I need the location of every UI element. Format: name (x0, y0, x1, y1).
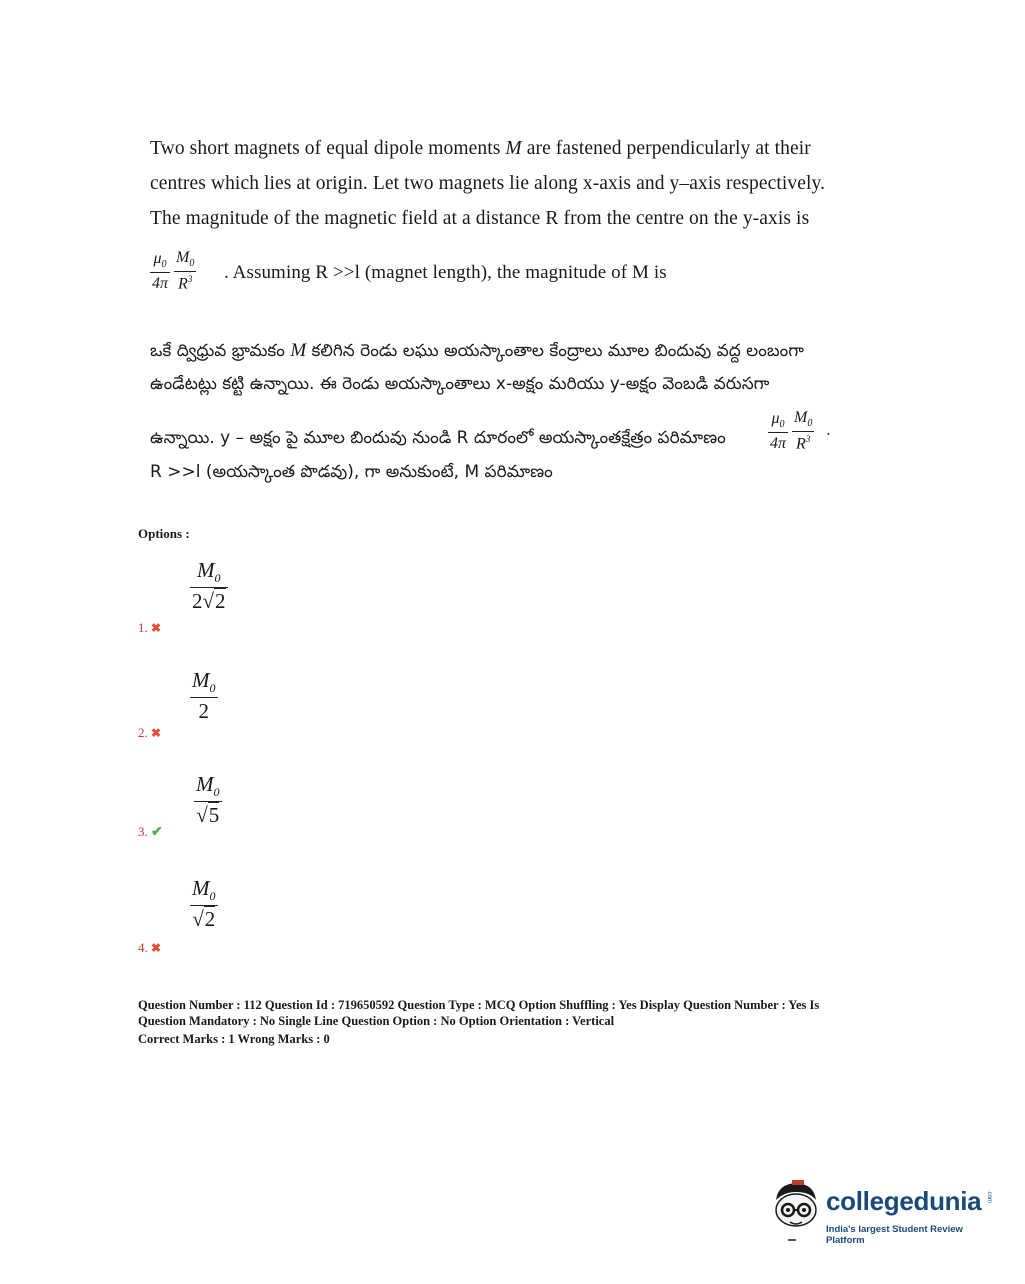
option-4-formula[interactable]: $\frac{M_0}{√2}$ (192, 876, 216, 932)
sqrt-symbol: √ (196, 803, 208, 828)
mascot-icon (766, 1178, 824, 1246)
m0-over-r3-te: $\frac{M_0}{R^3}$ (794, 409, 813, 453)
brand-name: collegedunia (826, 1186, 982, 1216)
option-4-number: 4. (138, 940, 148, 955)
option-1-label (138, 620, 161, 636)
sqrt-symbol: √ (192, 907, 204, 932)
option-2-label (138, 725, 161, 741)
brand-tagline: India's largest Student Review Platform (826, 1224, 963, 1246)
mu-over-4pi: $\frac{\mu_0}{4\pi}$ (152, 249, 169, 292)
field-formula-te (768, 410, 830, 453)
option-1-formula[interactable]: $\frac{M_0}{2√2}$ (192, 558, 226, 614)
question-en-line-1: Two short magnets of equal dipole moments M are fastened perpendicularly at their (150, 138, 811, 159)
question-te-line-2: ఉండేటట్లు కట్టి ఉన్నాయి. ఈ రెండు అయస్కాంతాలు x-అక్షం మరియు y-అక్షం వెంబడి వరుసగా (150, 374, 770, 394)
wrong-mark-icon: ✖ (151, 621, 162, 635)
mu-over-4pi-te: $\frac{\mu_0}{4\pi}$ (770, 409, 787, 452)
correct-mark-icon: ✔ (151, 825, 163, 840)
question-line-1 (150, 138, 811, 160)
field-formula (150, 250, 196, 293)
question-te-line-1: ఒకే ద్విధ్రువ భ్రామకం M కలిగిన రెండు లఘు అయస్కాంతాల కేంద్రాలు మూల బిందువు వద్ద లంబంగా (150, 340, 804, 361)
question-en-line-2: centres which lies at origin. Let two magnets lie along x-axis and y–axis respectively. (150, 173, 826, 194)
collegedunia-logo (766, 1178, 996, 1248)
question-te-line-4: R >>l (అయస్కాంత పొడవు), గా అనుకుంటే, M పరిమాణం (150, 462, 553, 482)
question-te-line-3: ఉన్నాయి. y – అక్షం పై మూల బిందువు నుండి R దూరంలో అయస్కాంతక్షేత్రం పరిమాణం (150, 428, 726, 448)
option-2-number: 2. (138, 725, 148, 740)
option-3-formula[interactable]: $\frac{M_0}{√5}$ (196, 772, 220, 828)
question-en-line-3: The magnitude of the magnetic field at a distance R from the centre on the y-axis is (150, 208, 810, 229)
question-line-2 (150, 173, 825, 195)
wrong-mark-icon: ✖ (151, 941, 162, 955)
question-meta-line-1: Question Number : 112 Question Id : 719650592 Question Type : MCQ Option Shuffling : Yes Display Question Number : Yes Is (138, 998, 820, 1012)
option-1-number: 1. (138, 620, 148, 635)
brand-com: .com (986, 1190, 992, 1204)
question-meta-line-3: Correct Marks : 1 Wrong Marks : 0 (138, 1032, 330, 1046)
sqrt-symbol: √ (202, 589, 215, 614)
option-2-formula[interactable]: $\frac{M_0}{2}$ (192, 668, 216, 724)
m0-over-r3: $\frac{M_0}{R^3}$ (176, 249, 195, 293)
option-3-number: 3. (138, 824, 148, 839)
question-meta-line-2: Question Mandatory : No Single Line Question Option : No Option Orientation : Vertical (138, 1014, 615, 1028)
option-3-label (138, 824, 163, 841)
formula-period: . (826, 421, 831, 439)
question-line-4 (224, 262, 667, 284)
question-line-3 (150, 208, 809, 230)
wrong-mark-icon: ✖ (151, 726, 162, 740)
question-en-line-4: . Assuming R >>l (magnet length), the magnitude of M is (224, 262, 667, 283)
option-4-label (138, 940, 161, 956)
options-heading: Options : (138, 526, 190, 541)
